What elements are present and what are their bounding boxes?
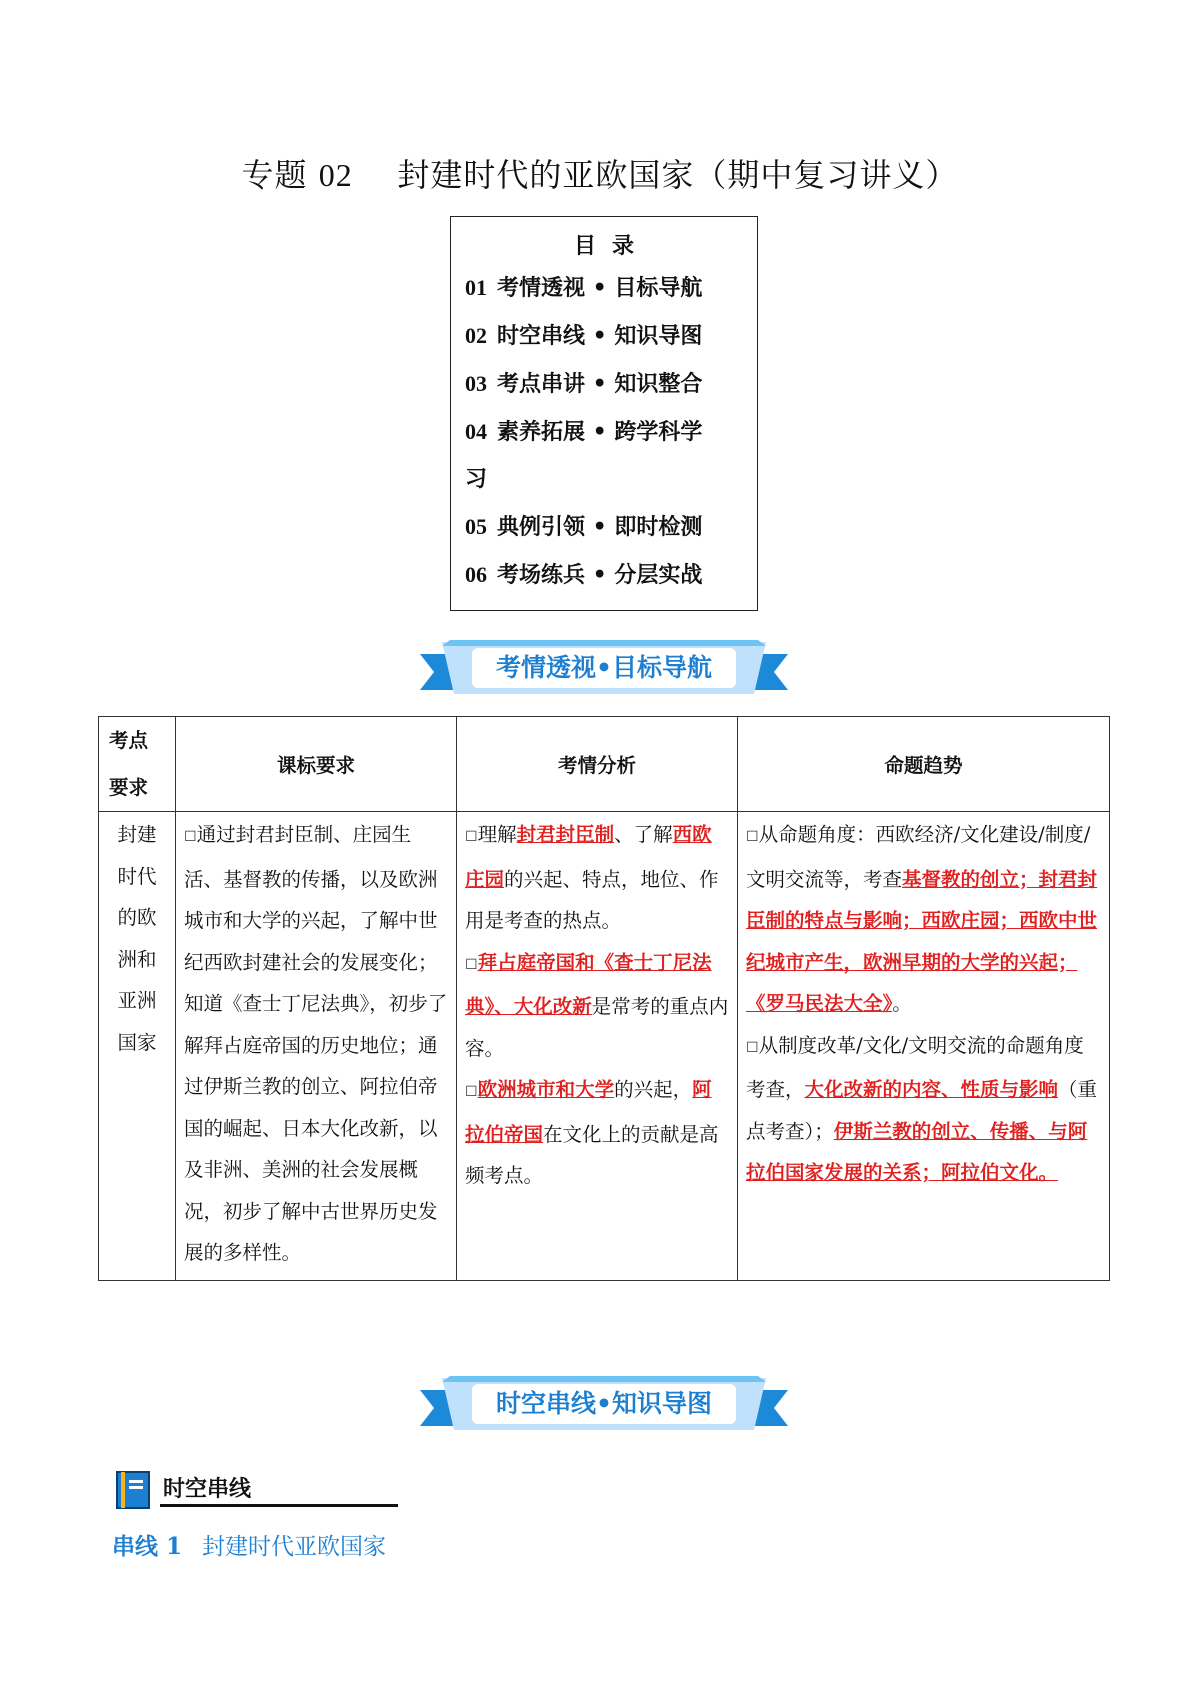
checkbox-icon: ☐ — [465, 956, 478, 973]
toc-item-continuation: 习 — [465, 466, 488, 492]
header-analysis: 考情分析 — [457, 717, 738, 812]
toc-item[interactable]: 04 素养拓展 • 跨学科学 — [465, 419, 703, 445]
section-underline — [160, 1504, 398, 1507]
curriculum-cell: ☐通过封君封臣制、庄园生活、基督教的传播，以及欧洲城市和大学的兴起，了解中世纪西欧封建社会的发展变化；知道《查士丁尼法典》，初步了解拜占庭帝国的历史地位；通过伊斯兰教的创立、阿拉伯帝国的崛起、日本大化改新，以及非洲、美洲的社会发展概况，初步了解中古世界历史发展的多样性。 — [176, 812, 457, 1281]
trend-cell — [738, 812, 1110, 1281]
title-number: 02 — [318, 157, 353, 193]
checkbox-icon: ☐ — [746, 1039, 759, 1056]
analysis-paragraph: ☐理解封君封臣制、了解西欧庄园的兴起、特点，地位、作用是考查的热点。 — [465, 823, 719, 932]
analysis-paragraph: ☐欧洲城市和大学的兴起，阿拉伯帝国在文化上的贡献是高频考点。 — [465, 1078, 719, 1187]
category-cell: 封建 时代 的欧 洲和 亚洲 国家 — [99, 812, 176, 1281]
header-requirement-point: 考点 要求 — [99, 717, 176, 812]
banner-text: 时空串线•知识导图 — [496, 1389, 712, 1418]
section-banner-2 — [420, 1374, 788, 1434]
table-of-contents — [450, 216, 758, 611]
toc-item[interactable]: 02 时空串线 • 知识导图 — [465, 323, 703, 349]
toc-item[interactable]: 05 典例引领 • 即时检测 — [465, 514, 703, 540]
analysis-paragraph: ☐拜占庭帝国和《查士丁尼法典》、大化改新是常考的重点内容。 — [465, 950, 729, 1060]
strand-number: 串线 1 — [112, 1533, 183, 1560]
checkbox-icon: ☐ — [746, 829, 759, 845]
trend-paragraph: ☐从制度改革/文化/文明交流的命题角度考查，大化改新的内容、性质与影响（重点考查）；伊斯兰教的创立、传播、与阿拉伯国家发展的关系；阿拉伯文化。 — [746, 1033, 1098, 1184]
banner-text: 考情透视•目标导航 — [496, 653, 712, 682]
header-trend: 命题趋势 — [738, 717, 1110, 812]
section-label-text: 时空串线 — [163, 1477, 252, 1502]
book-icon — [115, 1468, 155, 1510]
toc-item[interactable]: 03 考点串讲 • 知识整合 — [465, 371, 703, 397]
checkbox-icon: ☐ — [465, 1084, 478, 1100]
strand-heading — [112, 1528, 386, 1561]
title-prefix: 专题 — [241, 156, 308, 194]
section-banner-1 — [420, 638, 788, 698]
toc-item[interactable]: 06 考场练兵 • 分层实战 — [465, 562, 703, 588]
page-title — [0, 150, 1200, 196]
trend-paragraph: ☐从命题角度：西欧经济/文化建设/制度/文明交流等，考查基督教的创立；封君封臣制的特点与影响；西欧庄园；西欧中世纪城市产生，欧洲早期的大学的兴起；《罗马民法大全》。 — [746, 823, 1098, 1015]
exam-analysis-table — [98, 716, 1110, 1281]
checkbox-icon: ☐ — [184, 829, 197, 845]
toc-heading: 目录 — [573, 233, 650, 259]
table-row — [99, 812, 1110, 1281]
section-label — [115, 1468, 285, 1510]
analysis-cell — [457, 812, 738, 1281]
toc-item[interactable]: 01 考情透视 • 目标导航 — [465, 275, 703, 301]
header-curriculum: 课标要求 — [176, 717, 457, 812]
strand-title: 封建时代亚欧国家 — [202, 1534, 387, 1560]
checkbox-icon: ☐ — [465, 829, 478, 845]
table-header-row — [99, 717, 1110, 812]
title-text: 封建时代的亚欧国家（期中复习讲义） — [397, 156, 959, 194]
